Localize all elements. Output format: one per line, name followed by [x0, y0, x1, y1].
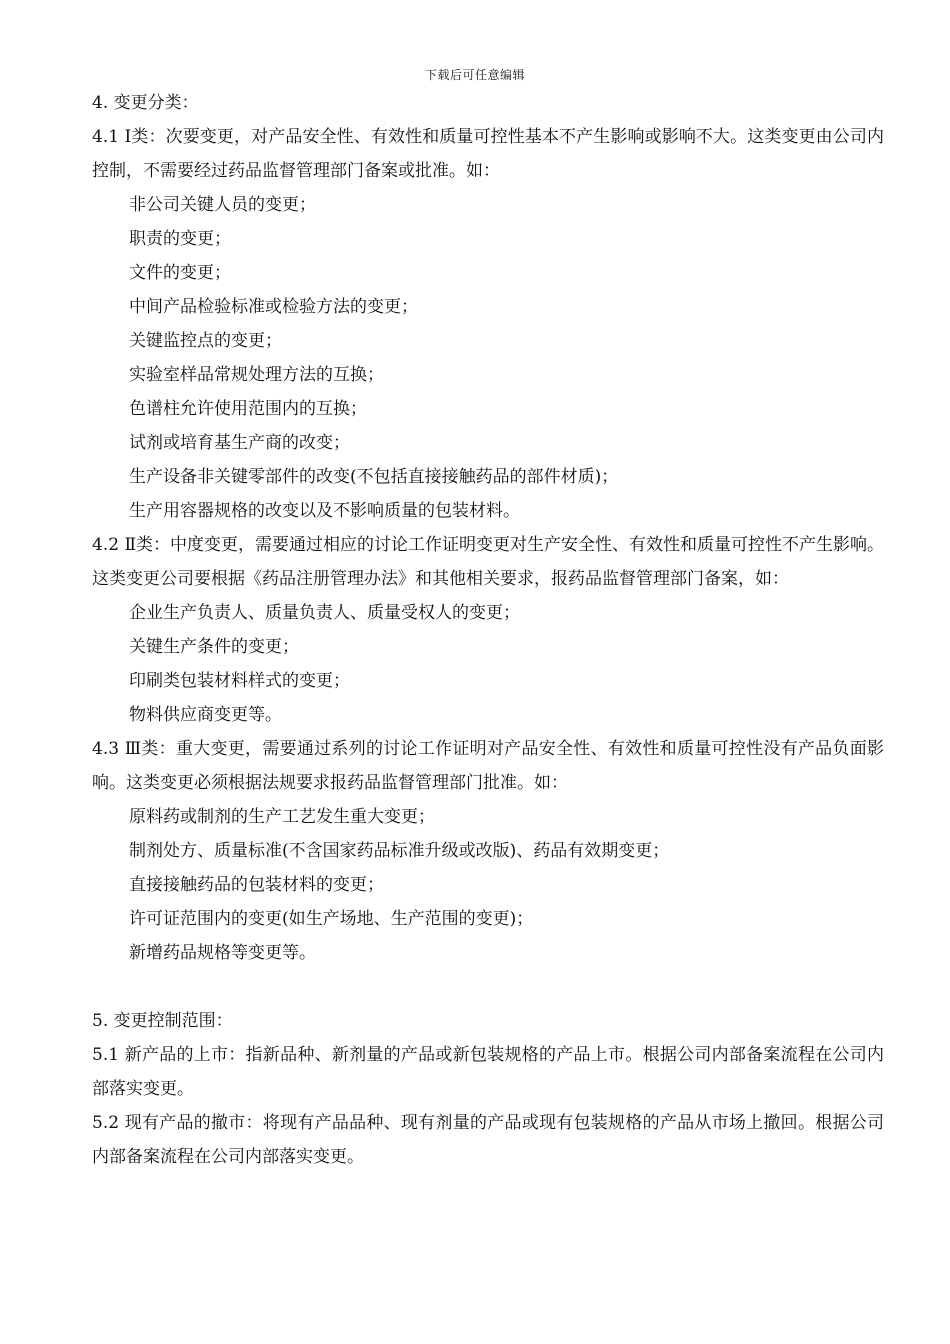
section-4-2-text: 4.2 Ⅱ类：中度变更，需要通过相应的讨论工作证明变更对生产安全性、有效性和质量可控性不产生影响。这类变更公司要根据《药品注册管理办法》和其他相关要求，报药品监督管理部门备案，如：: [92, 535, 884, 589]
section-5-2-text: 5.2 现有产品的撤市：将现有产品品种、现有剂量的产品或现有包装规格的产品从市场上撤回。根据公司内部备案流程在公司内部落实变更。: [92, 1113, 884, 1167]
list-item: 职责的变更；: [129, 229, 231, 249]
list-item: 制剂处方、质量标准(不含国家药品标准升级或改版)、药品有效期变更；: [129, 841, 670, 861]
list-item: 企业生产负责人、质量负责人、质量受权人的变更；: [129, 603, 520, 623]
list-item: 生产设备非关键零部件的改变(不包括直接接触药品的部件材质)；: [129, 467, 619, 487]
list-item: 实验室样品常规处理方法的互换；: [129, 365, 384, 385]
section-4-1-text: 4.1 Ⅰ类：次要变更，对产品安全性、有效性和质量可控性基本不产生影响或影响不大。这类变更由公司内控制，不需要经过药品监督管理部门备案或批准。如：: [92, 127, 884, 181]
list-item: 关键监控点的变更；: [129, 331, 282, 351]
section-5-1-text: 5.1 新产品的上市：指新品种、新剂量的产品或新包装规格的产品上市。根据公司内部备案流程在公司内部落实变更。: [92, 1045, 884, 1099]
list-item: 印刷类包装材料样式的变更；: [129, 671, 350, 691]
section-4-3-text: 4.3 Ⅲ类：重大变更，需要通过系列的讨论工作证明对产品安全性、有效性和质量可控性没有产品负面影响。这类变更必须根据法规要求报药品监督管理部门批准。如：: [92, 739, 884, 793]
list-item: 色谱柱允许使用范围内的互换；: [129, 399, 367, 419]
list-item: 原料药或制剂的生产工艺发生重大变更；: [129, 807, 435, 827]
section-4-title: 4. 变更分类：: [92, 93, 199, 113]
list-item: 物料供应商变更等。: [129, 705, 282, 725]
page-header-note: 下载后可任意编辑: [424, 68, 525, 82]
list-item: 试剂或培育基生产商的改变；: [129, 433, 350, 453]
list-item: 生产用容器规格的改变以及不影响质量的包装材料。: [129, 501, 520, 521]
list-item: 非公司关键人员的变更；: [129, 195, 316, 215]
list-item: 文件的变更；: [129, 263, 231, 283]
list-item: 中间产品检验标准或检验方法的变更；: [129, 297, 418, 317]
list-item: 关键生产条件的变更；: [129, 637, 299, 657]
section-5-title: 5. 变更控制范围：: [92, 1011, 233, 1031]
section-spacer: [92, 970, 884, 1004]
list-item: 新增药品规格等变更等。: [129, 943, 316, 963]
list-item: 直接接触药品的包装材料的变更；: [129, 875, 384, 895]
document-body: [92, 86, 884, 1174]
list-item: 许可证范围内的变更(如生产场地、生产范围的变更)；: [129, 909, 534, 929]
